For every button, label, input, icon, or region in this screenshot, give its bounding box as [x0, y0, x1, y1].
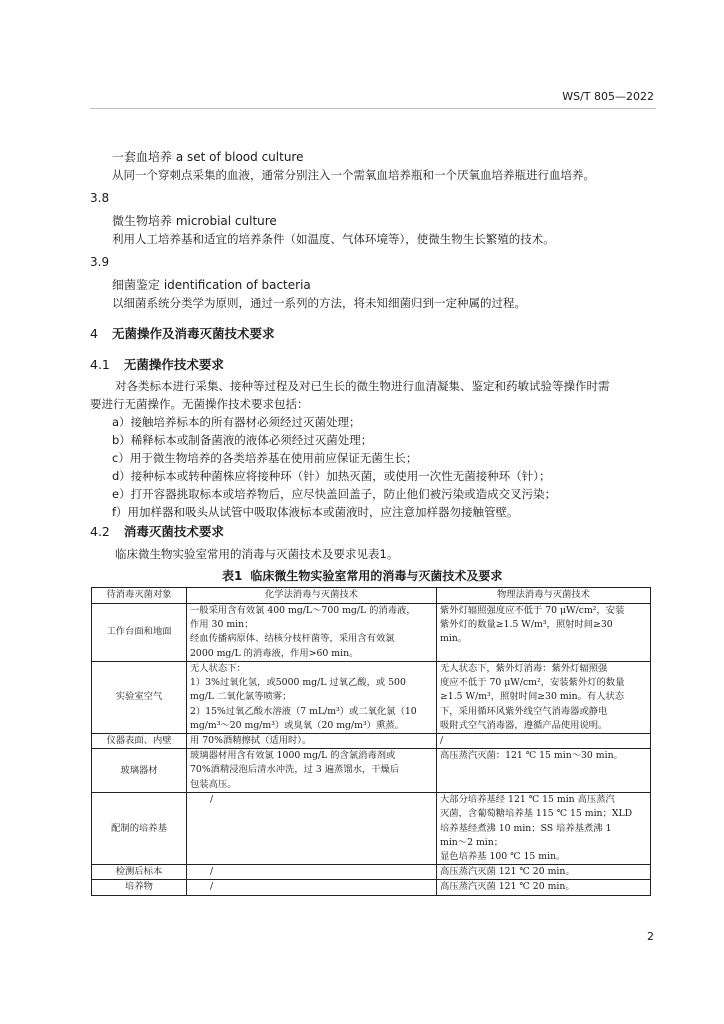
- header-rule: [90, 108, 656, 109]
- term-blood-culture: 一套血培养 a set of blood culture: [112, 150, 304, 164]
- term-identification: 细菌鉴定 identification of bacteria: [112, 278, 311, 292]
- definition-identification: 以细菌系统分类学为原则，通过一系列的方法，将未知细菌归到一定种属的过程。: [112, 296, 526, 310]
- table-cell-object: 培养物: [92, 880, 187, 895]
- term-microbial-culture: 微生物培养 microbial culture: [112, 214, 277, 228]
- list-item-a: a）接触培养标本的所有器材必须经过灭菌处理；: [112, 415, 361, 429]
- table-header-chemical: 化学法消毒与灭菌技术: [187, 588, 437, 604]
- section-4-1-intro-line-2: 要进行无菌操作。无菌操作技术要求包括：: [90, 397, 309, 411]
- table-cell-object: 仪器表面、内壁: [92, 734, 187, 749]
- standard-code: WS/T 805—2022: [562, 90, 654, 103]
- list-item-d: d）接种标本或转种菌株应将接种环（针）加热灭菌，或使用一次性无菌接种环（针）；: [112, 469, 551, 483]
- definition-blood-culture: 从同一个穿刺点采集的血液，通常分别注入一个需氧血培养瓶和一个厌氧血培养瓶进行血培养。: [112, 168, 595, 182]
- table-row: [92, 793, 651, 865]
- table-cell-physical: 高压蒸汽灭菌 121 ℃ 20 min。: [437, 865, 651, 880]
- table-cell-chemical: /: [187, 865, 437, 880]
- section-4-heading: 4 无菌操作及消毒灭菌技术要求: [90, 326, 275, 341]
- table-cell-physical: /: [437, 734, 651, 749]
- table-cell-chemical: 一般采用含有效氯 400 mg/L～700 mg/L 的消毒液， 作用 30 min； 经血传播病原体、结核分枝杆菌等，采用含有效氯 2000 mg/L 的消毒液，作用>60 min。: [187, 604, 437, 662]
- table-header-physical: 物理法消毒与灭菌技术: [437, 588, 651, 604]
- table-cell-physical: 高压蒸汽灭菌 121 ℃ 20 min。: [437, 880, 651, 895]
- table-1-caption: 表1 临床微生物实验室常用的消毒与灭菌技术及要求: [222, 569, 503, 583]
- list-item-e: e）打开容器挑取标本或培养物后，应尽快盖回盖子，防止他们被污染或造成交叉污染；: [112, 487, 557, 501]
- table-1: [91, 587, 650, 896]
- table-cell-physical: 紫外灯辐照强度应不低于 70 μW/cm²，安装 紫外灯的数量≥1.5 W/m³，照射时间≥30 min。: [437, 604, 651, 662]
- table-row: [92, 604, 651, 662]
- list-item-c: c）用于微生物培养的各类培养基在使用前应保证无菌生长；: [112, 451, 418, 465]
- clause-number-3-8: 3.8: [90, 191, 110, 205]
- section-4-2-heading: 4.2 消毒灭菌技术要求: [90, 524, 224, 539]
- table-header-object: 待消毒灭菌对象: [92, 588, 187, 604]
- table-cell-physical: 无人状态下，紫外灯消毒：紫外灯辐照强 度应不低于 70 μW/cm²，安装紫外灯的数量 ≥1.5 W/m³，照射时间≥30 min。有人状态 下，采用循环风紫外线空气消毒器或静电 吸附式空气消毒器，遵循产品使用说明。: [437, 662, 651, 734]
- table-cell-object: 工作台面和地面: [92, 604, 187, 662]
- table-cell-object: 玻璃器材: [92, 749, 187, 793]
- table-cell-chemical: 无人状态下： 1）3%过氧化氢，或5000 mg/L 过氧乙酸，或 500 mg/L 二氧化氯等喷雾； 2）15%过氧乙酸水溶液（7 mL/m³）或二氧化氯（10 mg/m³～20 mg/m³）或臭氧（20 mg/m³）熏蒸。: [187, 662, 437, 734]
- section-4-1-heading: 4.1 无菌操作技术要求: [90, 357, 224, 372]
- clause-number-3-9: 3.9: [90, 255, 110, 269]
- table-cell-chemical: 玻璃器材用含有效氯 1000 mg/L 的含氯消毒剂或 70%酒精浸泡后清水冲洗，过 3 遍蒸馏水，干燥后 包装高压。: [187, 749, 437, 793]
- table-cell-physical: 大部分培养基经 121 ℃ 15 min 高压蒸汽 灭菌，含葡萄糖培养基 115 ℃ 15 min；XLD 培养基经煮沸 10 min；SS 培养基煮沸 1 min～2 min； 显色培养基 100 ℃ 15 min。: [437, 793, 651, 865]
- table-row: [92, 749, 651, 793]
- table-cell-chemical: /: [187, 793, 437, 865]
- section-4-2-text: 临床微生物实验室常用的消毒与灭菌技术及要求见表1。: [115, 547, 399, 561]
- table-row: [92, 880, 651, 895]
- list-item-f: f）用加样器和吸头从试管中吸取体液标本或菌液时，应注意加样器勿接触管壁。: [112, 505, 519, 519]
- table-cell-chemical: /: [187, 880, 437, 895]
- page-number: 2: [647, 930, 654, 943]
- table-cell-object: 实验室空气: [92, 662, 187, 734]
- section-4-1-intro-line-1: 对各类标本进行采集、接种等过程及对已生长的微生物进行血清凝集、鉴定和药敏试验等操作时需: [115, 379, 610, 393]
- table-cell-chemical: 用 70%酒精擦拭（适用时）。: [187, 734, 437, 749]
- table-cell-object: 配制的培养基: [92, 793, 187, 865]
- table-cell-object: 检测后标本: [92, 865, 187, 880]
- table-row: [92, 734, 651, 749]
- definition-microbial-culture: 利用人工培养基和适宜的培养条件（如温度、气体环境等），使微生物生长繁殖的技术。: [112, 232, 555, 246]
- list-item-b: b）稀释标本或制备菌液的液体必须经过灭菌处理；: [112, 433, 373, 447]
- table-cell-physical: 高压蒸汽灭菌：121 ℃ 15 min～30 min。: [437, 749, 651, 793]
- table-row: [92, 865, 651, 880]
- table-row: [92, 662, 651, 734]
